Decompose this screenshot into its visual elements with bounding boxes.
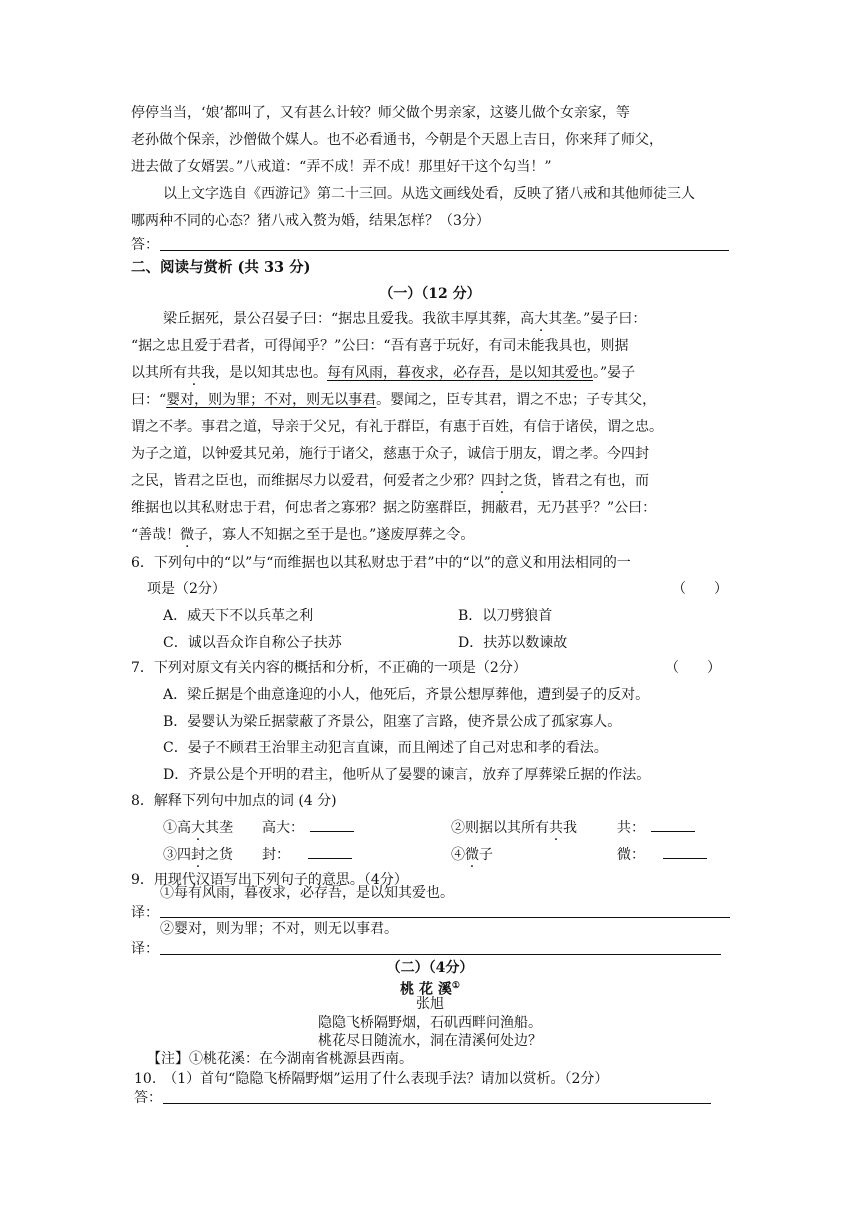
translation-label: 译： xyxy=(131,905,159,921)
option-a: A．梁丘据是个曲意逢迎的小人，他死后，齐景公想厚葬他，遭到晏子的反对。 xyxy=(163,687,650,703)
question-9-stem: 9．用现代汉语写出下列句子的意思。（4分） xyxy=(131,872,408,888)
question-8-stem: 8．解释下列句中加点的词 (4 分) xyxy=(131,793,337,809)
option-a: A．威天下不以兵革之利 xyxy=(163,608,314,624)
underlined-sentence: 婴对，则为罪；不对，则无以事君 xyxy=(166,392,377,408)
answer-line[interactable] xyxy=(160,250,729,251)
section-title: 二、阅读与赏析 xyxy=(131,259,233,276)
question-text: 以上文字选自《西游记》第二十三回。从选文画线处看，反映了猪八戒和其他师徒三人 xyxy=(163,186,695,202)
option-c: C．晏子不顾君王治罪主动犯言直谏，而且阐述了自己对忠和孝的看法。 xyxy=(163,740,608,756)
q8-word-4: 微： xyxy=(617,845,707,865)
passage-line: “善哉！微子，寡人不知据之至于是也。”遂废厚葬之令。 xyxy=(131,527,475,543)
answer-parentheses[interactable]: （ ） xyxy=(665,660,721,676)
poem-note: 【注】①桃花溪：在今湖南省桃源县西南。 xyxy=(147,1051,413,1067)
option-b: B．以刀劈狼首 xyxy=(458,608,553,624)
dotted-char: 大 xyxy=(534,311,549,327)
option-d: D．扶苏以数谏故 xyxy=(458,635,568,651)
answer-line[interactable] xyxy=(160,917,730,918)
dotted-char: 微 xyxy=(180,527,195,543)
question-10-stem: 10. （1）首句“隐隐飞桥隔野烟”运用了什么表现手法？请加以赏析。（2分） xyxy=(134,1071,609,1087)
question-7-stem: 7．下列对原文有关内容的概括和分析，不正确的一项是（2分） xyxy=(131,660,527,676)
q8-item-1: ①高大其垄 xyxy=(163,820,233,836)
q8-word-3: 封： xyxy=(262,845,352,865)
part-title: （二）（4分） xyxy=(386,960,474,976)
option-b: B．晏婴认为梁丘据蒙蔽了齐景公，阻塞了言路，使齐景公成了孤家寡人。 xyxy=(163,714,622,730)
q8-word-1: 高大： xyxy=(262,818,354,838)
option-c: C．诚以吾众诈自称公子扶苏 xyxy=(163,635,342,651)
passage-line: 停停当当，‘娘’都叫了，又有甚么计较？师父做个男亲家，这婆儿做个女亲家，等 xyxy=(131,105,630,121)
answer-line[interactable] xyxy=(160,954,721,955)
passage-line: 为子之道，以钟爱其兄弟，施行于诸父，慈惠于众子，诚信于朋友，谓之孝。今四封 xyxy=(131,446,649,462)
question-6-stem: 6．下列句中的“以”与“而维据也以其私财忠于君”中的“以”的意义和用法相同的一 xyxy=(131,555,631,571)
q8-item-3: ③四封之货 xyxy=(163,847,233,863)
q8-item-4: ④微子 xyxy=(451,847,493,863)
part-title: （一）（12 分） xyxy=(379,286,481,302)
dotted-char: 封 xyxy=(191,847,205,863)
option-d: D．齐景公是个开明的君主，他听从了晏婴的谏言，放弃了厚葬梁丘据的作法。 xyxy=(163,767,651,783)
fill-blank[interactable] xyxy=(663,846,707,859)
answer-label: 答： xyxy=(134,1090,162,1106)
dotted-char: 大 xyxy=(191,820,205,836)
fill-blank[interactable] xyxy=(651,819,695,832)
passage-line: 老孙做个保亲，沙僧做个媒人。也不必看通书，今朝是个天恩上吉日，你来拜了师父， xyxy=(131,132,663,148)
poem-title: 桃 花 溪① xyxy=(400,981,460,998)
section-heading xyxy=(131,258,311,278)
q8-word-2: 共： xyxy=(617,818,695,838)
question-text: 哪两种不同的心态？猪八戒入赘为婚，结果怎样？（3分） xyxy=(131,213,490,229)
dotted-char: 封 xyxy=(495,473,509,489)
poem-line: 隐隐飞桥隔野烟，石矶西畔问渔船。 xyxy=(318,1015,542,1031)
passage-line: 曰：“婴对，则为罪；不对，则无以事君。婴闻之，臣专其君，谓之不忠；子专其父， xyxy=(131,392,657,408)
passage-line: 梁丘据死，景公召晏子曰：“据忠且爱我。我欲丰厚其葬，高大其垄。”晏子曰： xyxy=(163,311,647,327)
answer-parentheses[interactable]: （ ） xyxy=(672,581,728,597)
answer-label: 答： xyxy=(131,237,159,253)
passage-line: “据之忠且爱于君者，可得闻乎？”公曰：“吾有喜于玩好，有司未能我具也，则据 xyxy=(131,338,629,354)
question-6-stem: 项是（2分） xyxy=(147,581,226,597)
dotted-char: 微 xyxy=(465,847,479,863)
answer-line[interactable] xyxy=(163,1103,711,1104)
footnote-mark: ① xyxy=(451,981,460,991)
dotted-char: 共 xyxy=(187,365,201,381)
fill-blank[interactable] xyxy=(308,846,352,859)
translation-label: 译： xyxy=(131,941,159,957)
passage-line: 进去做了女婿罢。”八戒道：“弄不成！弄不成！那里好干这个勾当！” xyxy=(131,159,552,175)
q8-item-2: ②则据以其所有共我 xyxy=(451,820,577,836)
poem-author: 张旭 xyxy=(416,996,444,1012)
passage-line: 维据也以其私财忠于君，何忠者之寡邪？据之防塞群臣，拥蔽君，无乃甚乎？”公曰： xyxy=(131,500,657,516)
poem-line: 桃花尽日随流水，洞在清溪何处边？ xyxy=(318,1033,542,1049)
passage-line: 之民，皆君之臣也，而维据尽力以爱君，何爱者之少邪？四封之货，皆君之有也，而 xyxy=(131,473,649,489)
q9-sentence-1: ①每有风雨，暮夜求，必存吾，是以知其爱也。 xyxy=(160,885,454,901)
dotted-char: 共 xyxy=(549,820,563,836)
passage-line: 谓之不孝。事君之道，导亲于父兄，有礼于群臣，有惠于百姓，有信于诸侯，谓之忠。 xyxy=(131,419,663,435)
passage-line: 以其所有共我，是以知其忠也。每有风雨，暮夜求，必存吾，是以知其爱也。”晏子 xyxy=(131,365,636,381)
underlined-sentence: 每有风雨，暮夜求，必存吾，是以知其爱也 xyxy=(327,365,593,381)
q9-sentence-2: ②婴对，则为罪；不对，则无以事君。 xyxy=(160,921,398,937)
fill-blank[interactable] xyxy=(310,819,354,832)
section-score: (共 33 分) xyxy=(232,259,311,276)
